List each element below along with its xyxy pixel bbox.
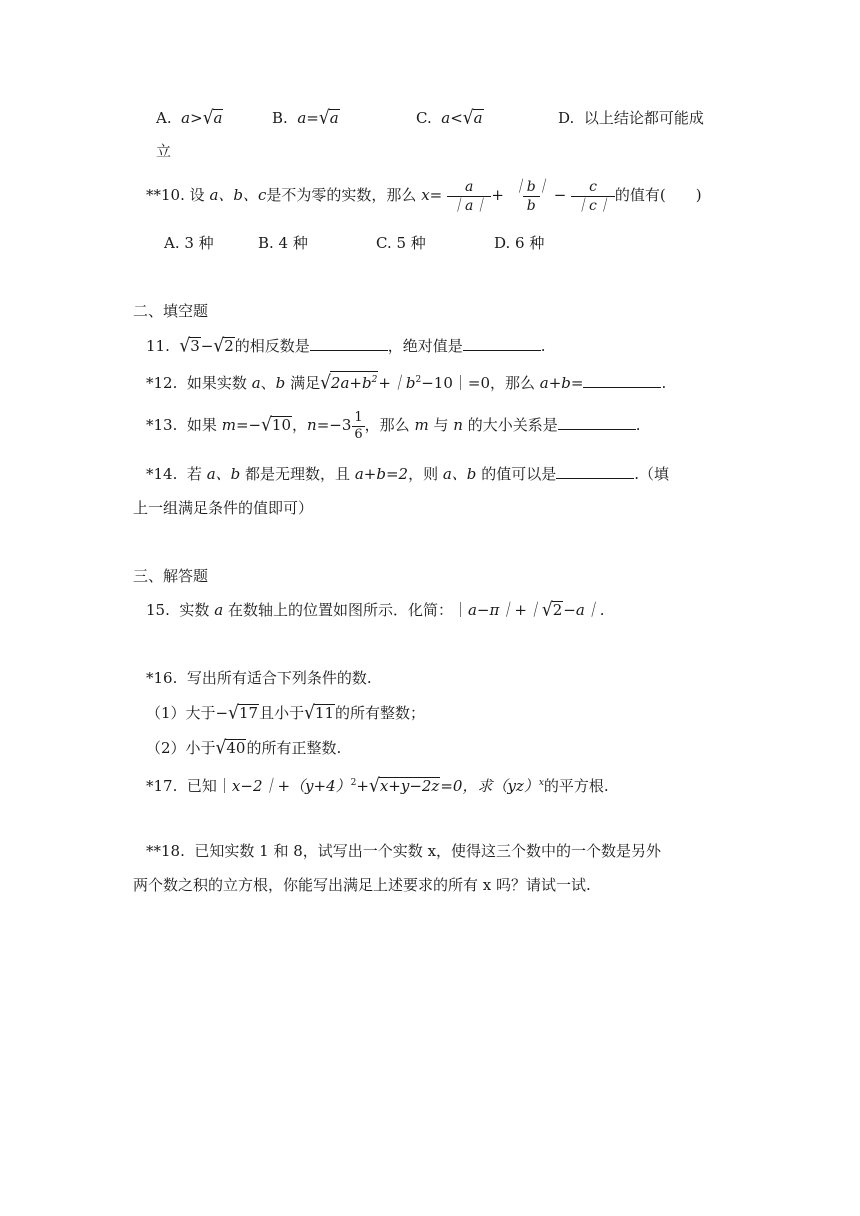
q9-option-d-wrap: 立 (156, 142, 172, 160)
q9-option-d: D. 以上结论都可能成 (558, 109, 704, 127)
fraction: $\frac{c}{|c|}$ (571, 178, 615, 215)
q10-option-d: D. 6 种 (494, 234, 545, 252)
q16-question: *16. 写出所有适合下列条件的数. (146, 669, 372, 687)
q9-option-c: C. a<√a (416, 107, 483, 129)
mixed-fraction: $\frac{1}{6}$ (354, 409, 363, 442)
answer-blank[interactable] (583, 373, 661, 388)
q9-option-a: A. a>√a (156, 107, 223, 129)
question-number: **10. (146, 186, 185, 204)
section-title-solve: 三、解答题 (133, 567, 209, 585)
q11-question: 11. √3−√2的相反数是 ，绝对值是 . (146, 335, 546, 357)
section-title-fill-blank: 二、填空题 (133, 302, 209, 320)
q13-question: *13. 如果 m=−√10，n=−3 $\frac{1}{6}$ ，那么 m 与 n 的大小关系是 . (146, 409, 641, 442)
q18-question: **18. 已知实数 1 和 8，试写出一个实数 x，使得这三个数中的一个数是另外 (146, 842, 662, 860)
q18-question-wrap: 两个数之积的立方根，你能写出满足上述要求的所有 x 吗？请试一试. (133, 876, 591, 894)
q14-question-wrap: 上一组满足条件的值即可） (133, 499, 314, 517)
q16-part-2: （2）小于√40的所有正整数. (146, 737, 342, 759)
q14-question: *14. 若 a、b 都是无理数，且 a+b=2，则 a、b 的值可以是 .（填 (146, 465, 669, 483)
q10-question: **10. 设 a、b、c是不为零的实数，那么 x= $\frac{a}{|a|}$ + $\frac{|b|}{b}$ − $\frac{c}{|c|}$ 的值有( ) (146, 178, 702, 214)
answer-blank[interactable] (558, 415, 636, 430)
q17-question: *17. 已知$|x-2|+(y+4)^2+√x+y-2z=0$，求（yz）$^x$的平方根. (146, 775, 609, 797)
answer-blank[interactable] (463, 336, 541, 351)
q16-part-1: （1）大于−√17且小于√11的所有整数； (146, 702, 426, 724)
fraction: $\frac{|b|}{b}$ (512, 178, 550, 214)
q9-option-b: B. a=√a (272, 107, 339, 129)
radicand: $2a+b^2$ (330, 371, 378, 392)
q10-option-a: A. 3 种 (164, 234, 214, 252)
answer-blank[interactable] (310, 336, 388, 351)
fraction: $\frac{a}{|a|}$ (447, 178, 491, 215)
q10-option-b: B. 4 种 (258, 234, 308, 252)
q10-option-c: C. 5 种 (376, 234, 426, 252)
q15-question: 15. 实数 a 在数轴上的位置如图所示．化简：｜a−π｜+｜√2−a｜. (146, 599, 605, 621)
q12-question: *12. 如果实数 a、b 满足$√2a+b^2+|b^2-10|=0$，那么 a+b= . (146, 372, 667, 394)
answer-blank[interactable] (556, 464, 634, 479)
